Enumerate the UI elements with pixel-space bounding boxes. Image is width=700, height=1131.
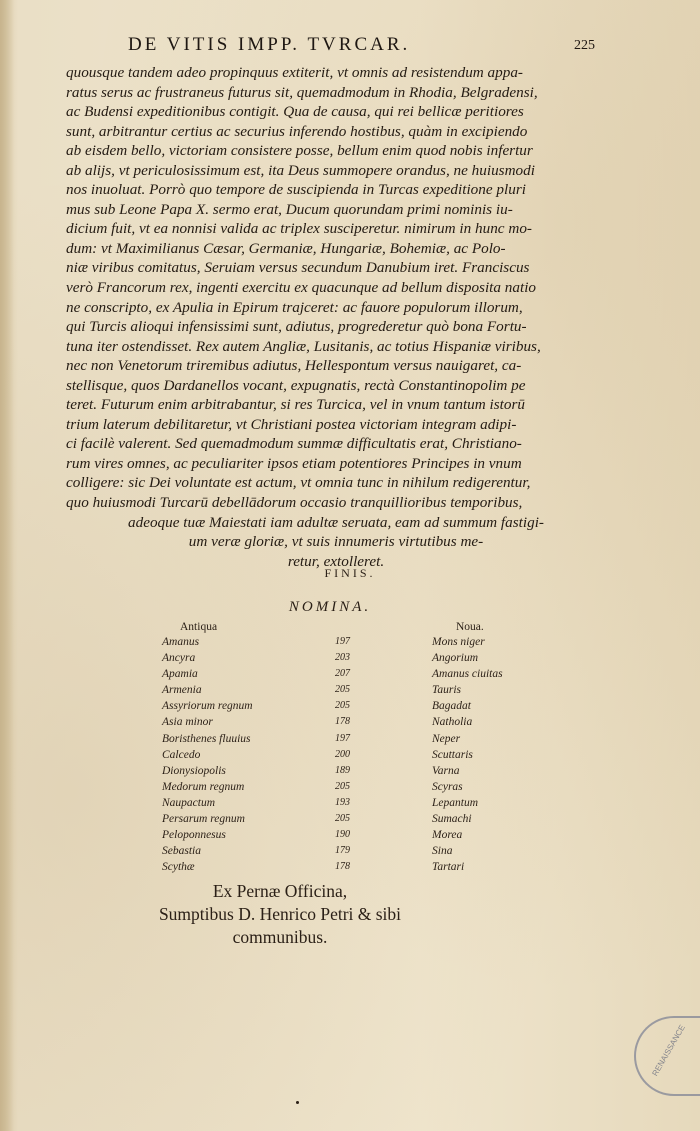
page-reference: 207 bbox=[335, 668, 350, 680]
text-line: verò Francorum rex, ingenti exercitu ex quacunque ad bellum disposita natio bbox=[66, 279, 537, 297]
text-line: ab eisdem bello, victoriam consistere posse, bellum enim quod nobis infertur bbox=[66, 142, 533, 160]
page-reference: 203 bbox=[335, 652, 350, 664]
page-reference: 178 bbox=[335, 861, 350, 873]
text-line: ci facilè valerent. Sed quemadmodum summæ difficultatis erat, Christiano- bbox=[66, 435, 522, 453]
antiqua-name: Sebastia bbox=[162, 845, 201, 858]
text-line: qui Turcis alioqui infensissimi sunt, adiutus, progrederetur quò bona Fortu- bbox=[66, 318, 527, 336]
text-line: trium laterum debilitaretur, vt Christiani postea victoriam integram adipi- bbox=[66, 415, 517, 433]
text-line: ne conscripto, ex Apulia in Epirum trajceret: ac fauore populorum illorum, bbox=[66, 298, 523, 316]
stamp-text: RENAISSANCE bbox=[650, 1023, 687, 1078]
noua-name: Morea bbox=[432, 829, 463, 842]
noua-name: Angorium bbox=[432, 652, 478, 665]
text-line: nos inuoluat. Porrò quo tempore de suscipienda in Turcas expeditione pluri bbox=[66, 181, 526, 199]
antiqua-name: Assyriorum regnum bbox=[162, 700, 253, 713]
antiqua-name: Peloponnesus bbox=[162, 829, 226, 842]
page-reference: 200 bbox=[335, 748, 350, 760]
table-row bbox=[162, 634, 562, 650]
antiqua-name: Boristhenes fluuius bbox=[162, 732, 251, 745]
text-line: teret. Futurum enim arbitrabantur, si res Turcica, vel in vnum tantum istorū bbox=[66, 396, 525, 414]
table-row bbox=[162, 714, 562, 730]
antiqua-name: Ancyra bbox=[162, 652, 196, 665]
table-row bbox=[162, 811, 562, 827]
table-row bbox=[162, 747, 562, 763]
table-row bbox=[162, 843, 562, 859]
table-row bbox=[162, 763, 562, 779]
text-line: rum vires omnes, ac peculiariter ipsos etiam potentiores Principes in vnum bbox=[66, 454, 522, 472]
ink-dot bbox=[296, 1101, 299, 1104]
column-header-antiqua: Antiqua bbox=[180, 621, 218, 633]
closing-line: um veræ gloriæ, vt suis innumeris virtutibus me- bbox=[188, 533, 484, 551]
imprint-line: Ex Pernæ Officina, bbox=[212, 881, 348, 901]
library-stamp bbox=[634, 1016, 700, 1096]
nomina-title: NOMINA. bbox=[288, 599, 372, 615]
table-row bbox=[162, 650, 562, 666]
noua-name: Tauris bbox=[432, 684, 461, 697]
table-row bbox=[162, 779, 562, 795]
page-reference: 197 bbox=[335, 636, 350, 647]
table-row bbox=[162, 859, 562, 875]
text-line: dicium fuit, vt ea nonnisi valida ac triplex susciperetur. nimirum in hunc mo- bbox=[66, 220, 532, 238]
imprint bbox=[0, 880, 560, 949]
text-line: ac Budensi expeditionibus contigit. Qua de causa, qui rei bellicæ peritiores bbox=[66, 103, 524, 121]
table-row bbox=[162, 731, 562, 747]
page-reference: 179 bbox=[335, 845, 350, 857]
noua-name: Bagadat bbox=[432, 700, 471, 713]
closing-line: retur, extolleret. bbox=[287, 552, 385, 570]
body-text bbox=[66, 63, 606, 571]
column-header-noua: Noua. bbox=[456, 621, 484, 633]
imprint-line: communibus. bbox=[232, 927, 328, 947]
noua-name: Scuttaris bbox=[432, 748, 473, 761]
antiqua-name: Dionysiopolis bbox=[162, 764, 226, 777]
page-reference: 205 bbox=[335, 780, 350, 792]
nomina-table bbox=[162, 634, 562, 875]
noua-name: Neper bbox=[432, 732, 461, 745]
imprint-line: Sumptibus D. Henrico Petri & sibi bbox=[158, 904, 402, 924]
table-row bbox=[162, 666, 562, 682]
page-number: 225 bbox=[574, 38, 595, 53]
noua-name: Amanus ciuitas bbox=[432, 668, 503, 681]
noua-name: Varna bbox=[432, 764, 460, 777]
antiqua-name: Calcedo bbox=[162, 748, 201, 761]
text-line: dum: vt Maximilianus Cæsar, Germaniæ, Hungariæ, Bohemiæ, ac Polo- bbox=[66, 239, 506, 257]
antiqua-name: Persarum regnum bbox=[162, 813, 245, 826]
text-line: ab alijs, vt periculosissimum est, ita Deus summopere orandus, ne huiusmodi bbox=[66, 161, 535, 179]
antiqua-name: Medorum regnum bbox=[162, 780, 245, 793]
table-row bbox=[162, 682, 562, 698]
noua-name: Natholia bbox=[432, 716, 473, 729]
antiqua-name: Asia minor bbox=[162, 716, 213, 729]
page-reference: 205 bbox=[335, 813, 350, 825]
noua-name: Sumachi bbox=[432, 813, 472, 826]
text-line: tuna iter ostendisset. Rex autem Angliæ, Lusitanis, ac totius Hispaniæ viribus, bbox=[66, 337, 541, 355]
page-reference: 178 bbox=[335, 716, 350, 728]
page-reference: 205 bbox=[335, 684, 350, 696]
text-line: niæ viribus comitatus, Seruiam versus secundum Danubium iret. Franciscus bbox=[66, 259, 530, 277]
noua-name: Lepantum bbox=[432, 796, 478, 809]
page-reference: 193 bbox=[335, 796, 350, 808]
page-reference: 189 bbox=[335, 764, 350, 776]
page-reference: 205 bbox=[335, 700, 350, 712]
text-line: quo huiusmodi Turcarū debellādorum occasio tranquillioribus temporibus, bbox=[66, 494, 523, 512]
antiqua-name: Apamia bbox=[162, 668, 198, 681]
table-row bbox=[162, 698, 562, 714]
antiqua-name: Scythæ bbox=[162, 861, 195, 874]
noua-name: Tartari bbox=[432, 861, 465, 874]
noua-name: Sina bbox=[432, 845, 453, 858]
text-line: ratus serus ac frustraneus futurus sit, quemadmodum in Rhodia, Belgradensi, bbox=[66, 83, 538, 101]
antiqua-name: Naupactum bbox=[162, 796, 216, 809]
text-line: quousque tandem adeo propinquus extiterit, vt omnis ad resistendum appa- bbox=[66, 64, 523, 81]
antiqua-name: Armenia bbox=[162, 684, 202, 697]
text-line: sunt, arbitrantur certius ac securius inferendo hostibus, quàm in excipiendo bbox=[66, 122, 528, 140]
text-line: colligere: sic Dei voluntate est actum, vt omnia tunc in nihilum redigerentur, bbox=[66, 474, 531, 492]
antiqua-name: Amanus bbox=[162, 636, 200, 648]
closing-line: adeoque tuæ Maiestati iam adultæ seruata, eam ad summum fastigi- bbox=[128, 513, 544, 531]
noua-name: Scyras bbox=[432, 780, 463, 793]
page-reference: 197 bbox=[335, 732, 350, 744]
running-head: DE VITIS IMPP. TVRCAR. bbox=[128, 34, 411, 55]
text-line: mus sub Leone Papa X. sermo erat, Ducum quorundam primi nominis iu- bbox=[66, 200, 513, 218]
text-line: stellisque, quos Dardanellos vocant, expugnatis, rectà Constantinopolim pe bbox=[66, 376, 526, 394]
finis-mark: FINIS. bbox=[324, 566, 376, 580]
table-row bbox=[162, 827, 562, 843]
table-row bbox=[162, 795, 562, 811]
noua-name: Mons niger bbox=[432, 636, 485, 648]
page-reference: 190 bbox=[335, 829, 350, 841]
text-line: nec non Venetorum triremibus adiutus, Hellespontum versus nauigaret, ca- bbox=[66, 357, 522, 375]
